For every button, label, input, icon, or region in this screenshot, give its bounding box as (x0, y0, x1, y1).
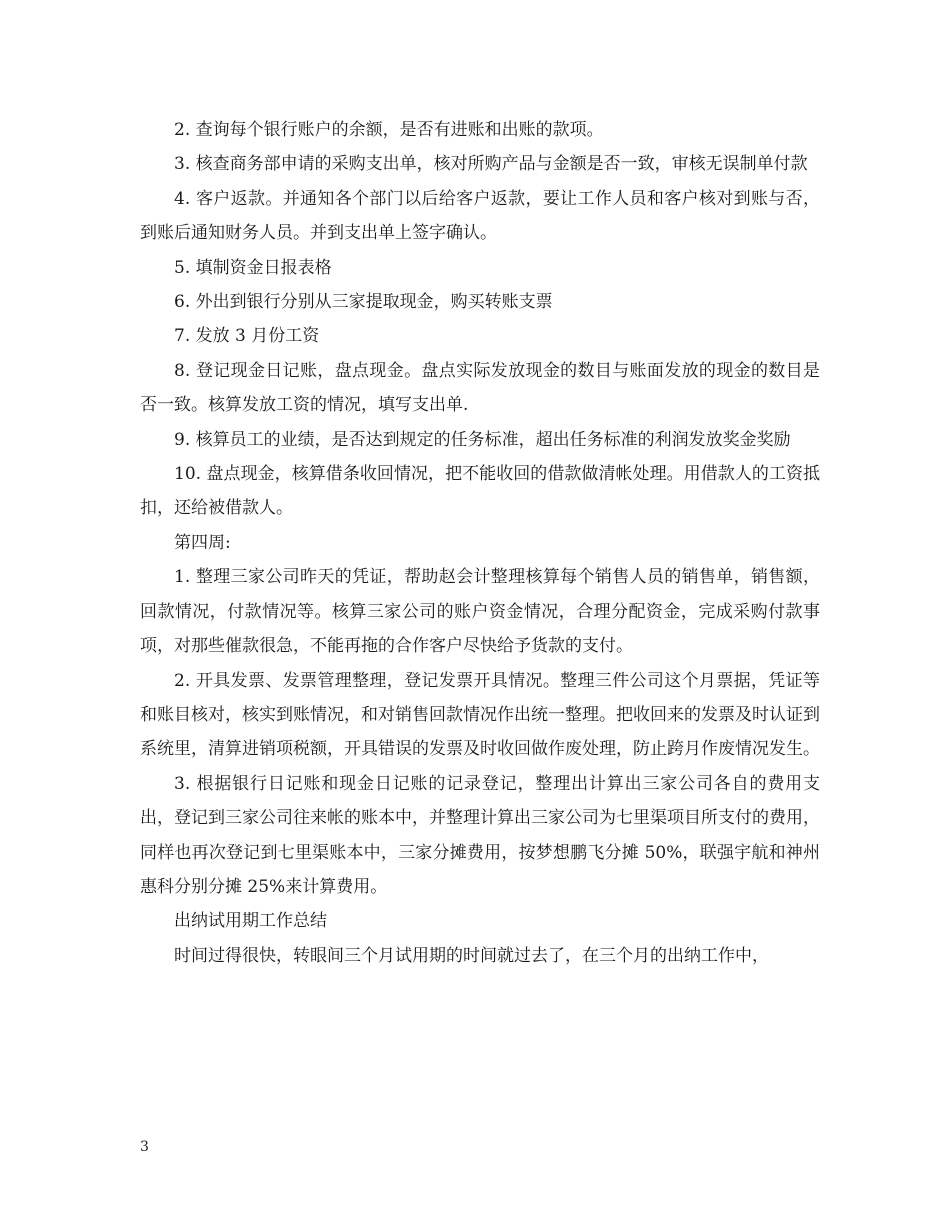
paragraph: 4. 客户返款。并通知各个部门以后给客户返款，要让工作人员和客户核对到账与否，到账后通知财务人员。并到支出单上签字确认。 (140, 188, 820, 244)
paragraph: 10. 盘点现金，核算借条收回情况，把不能收回的借款做清帐处理。用借款人的工资抵扣，还给被借款人。 (140, 464, 820, 519)
page-number: 3 (140, 1139, 149, 1155)
paragraph: 2. 开具发票、发票管理整理，登记发票开具情况。整理三件公司这个月票据，凭证等和账目核对，核实到账情况，和对销售回款情况作出统一整理。把收回来的发票及时认证到系统里，清算进销项税额，开具错误的发票及时收回做作废处理，防止跨月作废情况发生。 (140, 670, 820, 760)
paragraph: 3. 核查商务部申请的采购支出单，核对所购产品与金额是否一致，审核无误制单付款 (174, 154, 808, 175)
paragraph: 3. 根据银行日记账和现金日记账的记录登记，整理出计算出三家公司各自的费用支出，登记到三家公司往来帐的账本中，并整理计算出三家公司为七里渠项目所支付的费用，同样也再次登记到七里渠账本中，三家分摊费用，按梦想鹏飞分摊 50%，联强宇航和神州惠科分别分摊 25%来计算费用。 (140, 773, 820, 897)
paragraph: 1. 整理三家公司昨天的凭证，帮助赵会计整理核算每个销售人员的销售单，销售额，回款情况，付款情况等。核算三家公司的账户资金情况，合理分配资金，完成采购付款事项，对那些催款很急，不能再拖的合作客户尽快给予货款的支付。 (140, 567, 820, 657)
section-heading: 出纳试用期工作总结 (174, 911, 327, 932)
document-body (140, 113, 820, 973)
paragraph: 时间过得很快，转眼间三个月试用期的时间就过去了，在三个月的出纳工作中， (174, 945, 769, 966)
paragraph: 8. 登记现金日记账，盘点现金。盘点实际发放现金的数目与账面发放的现金的数目是否一致。核算发放工资的情况，填写支出单. (140, 360, 820, 416)
paragraph: 6. 外出到银行分别从三家提取现金，购买转账支票 (174, 292, 553, 313)
paragraph: 9. 核算员工的业绩，是否达到规定的任务标准，超出任务标准的利润发放奖金奖励 (174, 429, 791, 450)
paragraph: 5. 填制资金日报表格 (174, 257, 332, 278)
paragraph: 2. 查询每个银行账户的余额，是否有进账和出账的款项。 (174, 120, 604, 140)
section-heading: 第四周: (174, 532, 231, 553)
paragraph: 7. 发放 3 月份工资 (174, 326, 320, 347)
